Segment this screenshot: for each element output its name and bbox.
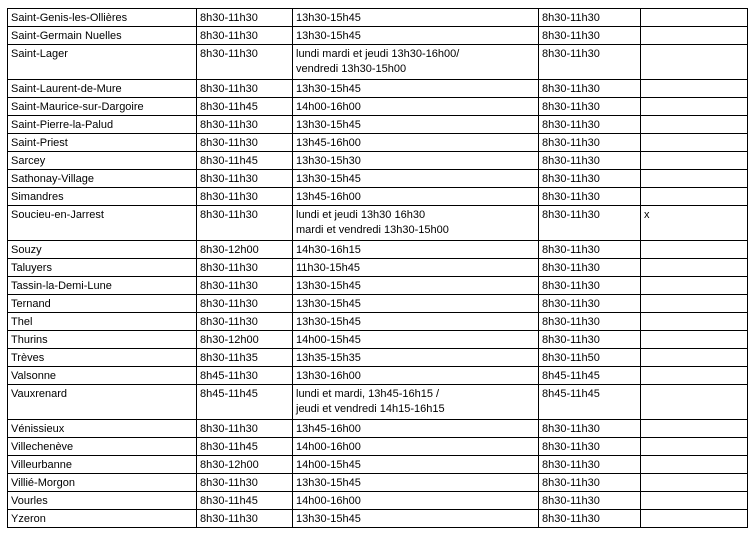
table-row (8, 170, 748, 188)
afternoon-hours-line: jeudi et vendredi 14h15-16h15 (296, 403, 445, 415)
afternoon-hours-cell (293, 9, 539, 27)
morning-hours-cell: 8h30-11h30 (197, 295, 293, 313)
morning-hours-cell: 8h30-11h45 (197, 152, 293, 170)
table-row (8, 80, 748, 98)
flag-cell: x (641, 206, 748, 241)
flag-cell (641, 27, 748, 45)
morning-hours-cell: 8h30-11h30 (197, 206, 293, 241)
flag-cell (641, 152, 748, 170)
morning-hours-cell: 8h30-11h30 (197, 420, 293, 438)
afternoon-hours-line: 13h30-15h45 (296, 30, 361, 42)
commune-cell: Villeurbanne (8, 456, 197, 474)
morning-hours-cell: 8h30-11h45 (197, 492, 293, 510)
morning-hours-cell: 8h45-11h45 (197, 385, 293, 420)
afternoon-hours-cell (293, 206, 539, 241)
afternoon-hours-cell (293, 241, 539, 259)
table-row (8, 134, 748, 152)
afternoon-hours-line: lundi et mardi, 13h45-16h15 / (296, 388, 440, 400)
afternoon-hours-line: 13h30-15h45 (296, 316, 361, 328)
flag-cell (641, 349, 748, 367)
other-hours-cell: 8h30-11h30 (539, 98, 641, 116)
other-hours-cell: 8h30-11h30 (539, 188, 641, 206)
flag-cell (641, 45, 748, 80)
table-row (8, 492, 748, 510)
afternoon-hours-cell (293, 98, 539, 116)
afternoon-hours-cell (293, 492, 539, 510)
commune-cell: Saint-Genis-les-Ollières (8, 9, 197, 27)
afternoon-hours-line: 14h30-16h15 (296, 244, 361, 256)
other-hours-cell: 8h30-11h30 (539, 241, 641, 259)
commune-cell: Vourles (8, 492, 197, 510)
commune-cell: Taluyers (8, 259, 197, 277)
morning-hours-cell: 8h30-11h30 (197, 134, 293, 152)
afternoon-hours-line: 13h30-15h45 (296, 477, 361, 489)
other-hours-cell: 8h30-11h30 (539, 9, 641, 27)
afternoon-hours-line: 13h30-15h45 (296, 280, 361, 292)
commune-cell: Ternand (8, 295, 197, 313)
commune-cell: Saint-Germain Nuelles (8, 27, 197, 45)
commune-cell: Saint-Lager (8, 45, 197, 80)
flag-cell (641, 438, 748, 456)
flag-cell (641, 188, 748, 206)
flag-cell (641, 295, 748, 313)
afternoon-hours-cell (293, 259, 539, 277)
afternoon-hours-line: vendredi 13h30-15h00 (296, 63, 407, 75)
afternoon-hours-cell (293, 27, 539, 45)
other-hours-cell: 8h30-11h30 (539, 331, 641, 349)
commune-cell: Sathonay-Village (8, 170, 197, 188)
afternoon-hours-line: 13h45-16h00 (296, 423, 361, 435)
other-hours-cell: 8h30-11h30 (539, 438, 641, 456)
flag-cell (641, 241, 748, 259)
afternoon-hours-line: 14h00-16h00 (296, 441, 361, 453)
morning-hours-cell: 8h30-12h00 (197, 241, 293, 259)
morning-hours-cell: 8h30-12h00 (197, 456, 293, 474)
morning-hours-cell: 8h30-11h35 (197, 349, 293, 367)
morning-hours-cell: 8h45-11h30 (197, 367, 293, 385)
flag-cell (641, 420, 748, 438)
morning-hours-cell: 8h30-11h30 (197, 313, 293, 331)
other-hours-cell: 8h30-11h30 (539, 420, 641, 438)
commune-cell: Saint-Laurent-de-Mure (8, 80, 197, 98)
afternoon-hours-cell (293, 80, 539, 98)
morning-hours-cell: 8h30-11h30 (197, 27, 293, 45)
table-row (8, 241, 748, 259)
table-row (8, 45, 748, 80)
commune-cell: Souzy (8, 241, 197, 259)
afternoon-hours-line: 13h30-15h45 (296, 298, 361, 310)
table-row (8, 438, 748, 456)
afternoon-hours-line: 14h00-15h45 (296, 334, 361, 346)
other-hours-cell: 8h30-11h30 (539, 510, 641, 528)
afternoon-hours-line: 13h30-15h45 (296, 173, 361, 185)
commune-cell: Villié-Morgon (8, 474, 197, 492)
morning-hours-cell: 8h30-12h00 (197, 331, 293, 349)
afternoon-hours-cell (293, 313, 539, 331)
table-row (8, 313, 748, 331)
other-hours-cell: 8h30-11h30 (539, 313, 641, 331)
other-hours-cell: 8h30-11h30 (539, 152, 641, 170)
afternoon-hours-cell (293, 438, 539, 456)
table-row (8, 188, 748, 206)
other-hours-cell: 8h30-11h30 (539, 492, 641, 510)
schedule-table (7, 8, 748, 528)
table-row (8, 385, 748, 420)
afternoon-hours-cell (293, 152, 539, 170)
morning-hours-cell: 8h30-11h30 (197, 277, 293, 295)
flag-cell (641, 80, 748, 98)
flag-cell (641, 9, 748, 27)
morning-hours-cell: 8h30-11h30 (197, 9, 293, 27)
morning-hours-cell: 8h30-11h30 (197, 259, 293, 277)
other-hours-cell: 8h30-11h30 (539, 45, 641, 80)
afternoon-hours-line: lundi et jeudi 13h30 16h30 (296, 209, 426, 221)
flag-cell (641, 134, 748, 152)
afternoon-hours-cell (293, 277, 539, 295)
other-hours-cell: 8h30-11h30 (539, 80, 641, 98)
other-hours-cell: 8h30-11h30 (539, 134, 641, 152)
commune-cell: Thurins (8, 331, 197, 349)
flag-cell (641, 492, 748, 510)
afternoon-hours-line: 14h00-16h00 (296, 495, 361, 507)
commune-cell: Saint-Pierre-la-Palud (8, 116, 197, 134)
flag-cell (641, 456, 748, 474)
flag-cell (641, 510, 748, 528)
afternoon-hours-cell (293, 349, 539, 367)
other-hours-cell: 8h30-11h30 (539, 170, 641, 188)
afternoon-hours-cell (293, 295, 539, 313)
afternoon-hours-cell (293, 385, 539, 420)
morning-hours-cell: 8h30-11h30 (197, 45, 293, 80)
morning-hours-cell: 8h30-11h45 (197, 438, 293, 456)
table-row (8, 206, 748, 241)
commune-cell: Simandres (8, 188, 197, 206)
flag-cell (641, 331, 748, 349)
table-row (8, 474, 748, 492)
afternoon-hours-cell (293, 331, 539, 349)
afternoon-hours-line: 14h00-15h45 (296, 459, 361, 471)
afternoon-hours-line: mardi et vendredi 13h30-15h00 (296, 224, 449, 236)
commune-cell: Villechenève (8, 438, 197, 456)
table-row (8, 259, 748, 277)
other-hours-cell: 8h30-11h30 (539, 259, 641, 277)
afternoon-hours-line: 13h30-15h30 (296, 155, 361, 167)
afternoon-hours-line: 13h30-15h45 (296, 83, 361, 95)
other-hours-cell: 8h45-11h45 (539, 367, 641, 385)
table-row (8, 420, 748, 438)
commune-cell: Trèves (8, 349, 197, 367)
afternoon-hours-line: 13h30-16h00 (296, 370, 361, 382)
commune-cell: Valsonne (8, 367, 197, 385)
afternoon-hours-line: 13h30-15h45 (296, 119, 361, 131)
afternoon-hours-cell (293, 474, 539, 492)
morning-hours-cell: 8h30-11h45 (197, 98, 293, 116)
morning-hours-cell: 8h30-11h30 (197, 188, 293, 206)
table-row (8, 27, 748, 45)
other-hours-cell: 8h30-11h30 (539, 295, 641, 313)
table-row (8, 367, 748, 385)
commune-cell: Saint-Priest (8, 134, 197, 152)
other-hours-cell: 8h45-11h45 (539, 385, 641, 420)
morning-hours-cell: 8h30-11h30 (197, 510, 293, 528)
commune-cell: Vauxrenard (8, 385, 197, 420)
afternoon-hours-line: lundi mardi et jeudi 13h30-16h00/ (296, 48, 460, 60)
flag-cell (641, 170, 748, 188)
schedule-table-body (8, 9, 748, 528)
table-row (8, 295, 748, 313)
commune-cell: Vénissieux (8, 420, 197, 438)
afternoon-hours-line: 14h00-16h00 (296, 101, 361, 113)
other-hours-cell: 8h30-11h30 (539, 474, 641, 492)
afternoon-hours-line: 11h30-15h45 (296, 262, 361, 274)
table-row (8, 98, 748, 116)
other-hours-cell: 8h30-11h50 (539, 349, 641, 367)
commune-cell: Sarcey (8, 152, 197, 170)
afternoon-hours-cell (293, 45, 539, 80)
other-hours-cell: 8h30-11h30 (539, 27, 641, 45)
commune-cell: Yzeron (8, 510, 197, 528)
afternoon-hours-cell (293, 134, 539, 152)
flag-cell (641, 98, 748, 116)
flag-cell (641, 385, 748, 420)
afternoon-hours-line: 13h45-16h00 (296, 191, 361, 203)
flag-cell (641, 474, 748, 492)
afternoon-hours-line: 13h35-15h35 (296, 352, 361, 364)
table-row (8, 9, 748, 27)
other-hours-cell: 8h30-11h30 (539, 456, 641, 474)
morning-hours-cell: 8h30-11h30 (197, 474, 293, 492)
table-row (8, 331, 748, 349)
other-hours-cell: 8h30-11h30 (539, 116, 641, 134)
table-row (8, 152, 748, 170)
table-row (8, 510, 748, 528)
afternoon-hours-line: 13h30-15h45 (296, 513, 361, 525)
flag-cell (641, 116, 748, 134)
morning-hours-cell: 8h30-11h30 (197, 80, 293, 98)
afternoon-hours-cell (293, 367, 539, 385)
afternoon-hours-cell (293, 170, 539, 188)
table-row (8, 277, 748, 295)
afternoon-hours-cell (293, 456, 539, 474)
afternoon-hours-line: 13h45-16h00 (296, 137, 361, 149)
afternoon-hours-line: 13h30-15h45 (296, 12, 361, 24)
flag-cell (641, 277, 748, 295)
morning-hours-cell: 8h30-11h30 (197, 116, 293, 134)
other-hours-cell: 8h30-11h30 (539, 277, 641, 295)
afternoon-hours-cell (293, 510, 539, 528)
commune-cell: Tassin-la-Demi-Lune (8, 277, 197, 295)
afternoon-hours-cell (293, 420, 539, 438)
afternoon-hours-cell (293, 116, 539, 134)
table-row (8, 456, 748, 474)
commune-cell: Saint-Maurice-sur-Dargoire (8, 98, 197, 116)
afternoon-hours-cell (293, 188, 539, 206)
table-row (8, 349, 748, 367)
flag-cell (641, 313, 748, 331)
commune-cell: Soucieu-en-Jarrest (8, 206, 197, 241)
flag-cell (641, 367, 748, 385)
morning-hours-cell: 8h30-11h30 (197, 170, 293, 188)
commune-cell: Thel (8, 313, 197, 331)
other-hours-cell: 8h30-11h30 (539, 206, 641, 241)
flag-cell (641, 259, 748, 277)
table-row (8, 116, 748, 134)
